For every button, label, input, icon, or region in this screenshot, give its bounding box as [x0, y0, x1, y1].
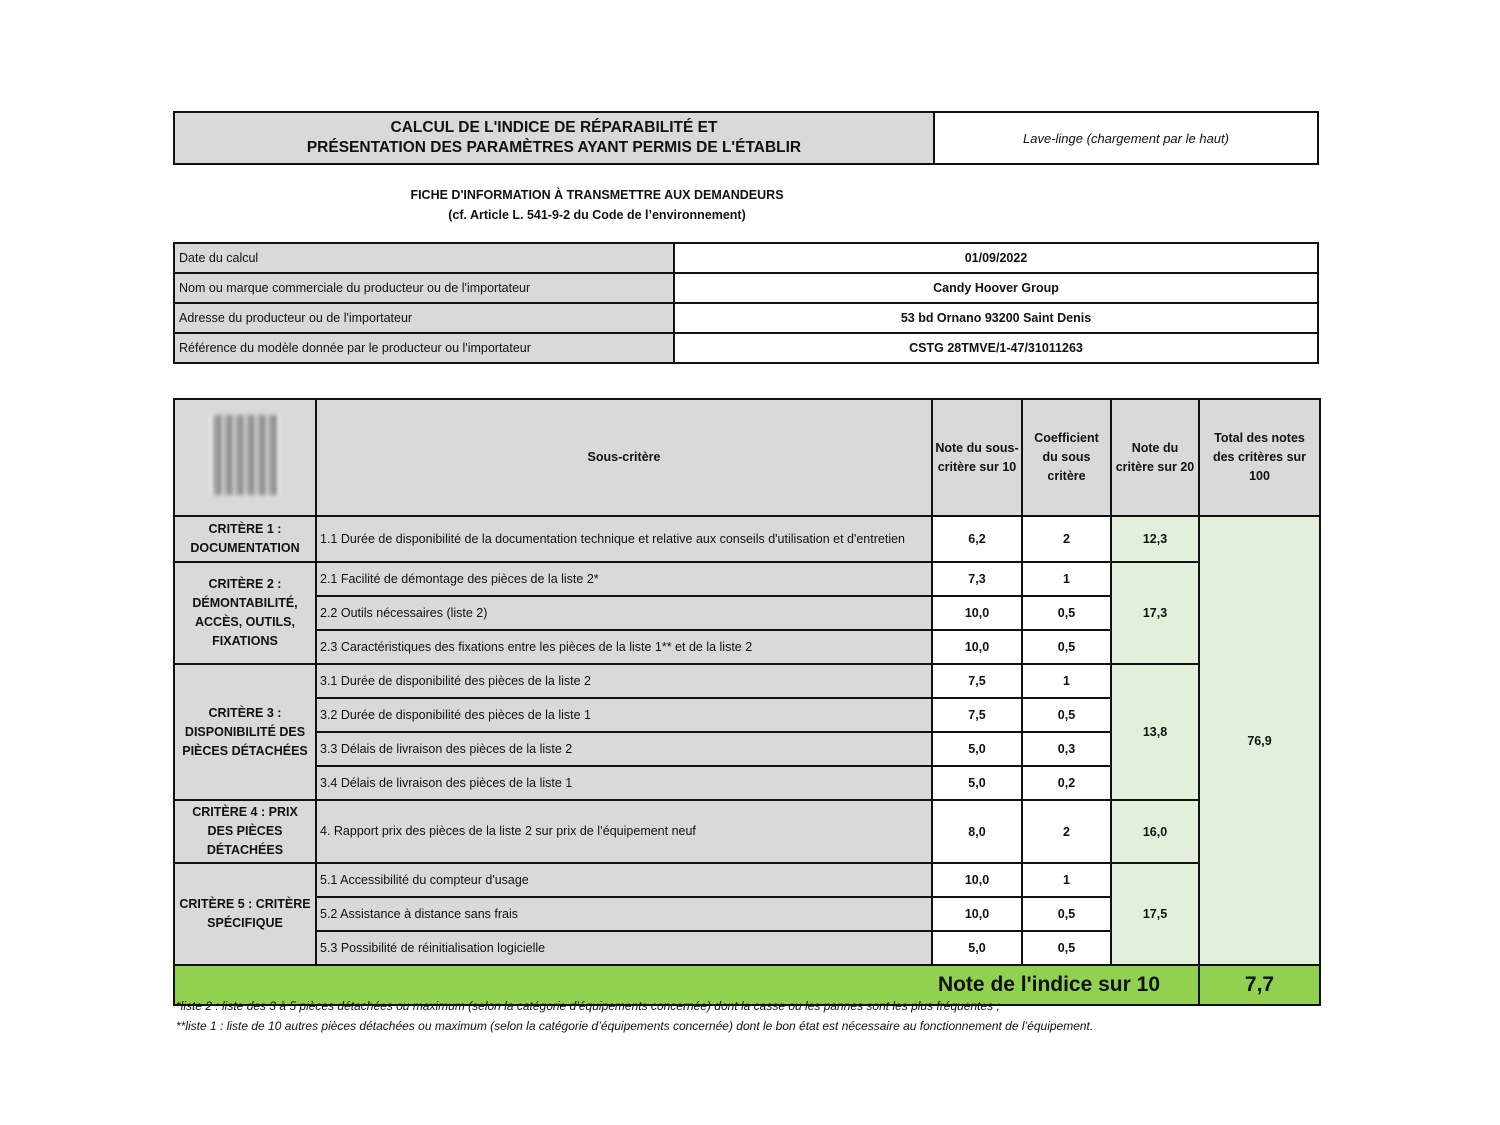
footnote-1: *liste 2 : liste des 3 à 5 pièces détachées ou maximum (selon la catégorie d’équipements concernée) dont la casse ou les pannes sont les plus fréquentes ; [176, 999, 1000, 1013]
criteria-row [174, 863, 1320, 897]
criterion-name: CRITÈRE 5 : CRITÈRE SPÉCIFIQUE [174, 863, 316, 965]
subcriterion-note: 8,0 [932, 800, 1022, 863]
header-note-sous: Note du sous-critère sur 10 [932, 399, 1022, 516]
info-value: Candy Hoover Group [674, 273, 1318, 303]
subcriterion-note: 7,5 [932, 664, 1022, 698]
subcriterion-coefficient: 0,5 [1022, 897, 1111, 931]
criteria-row [174, 664, 1320, 698]
subcriterion-label: 3.3 Délais de livraison des pièces de la liste 2 [316, 732, 932, 766]
document-header [173, 111, 1319, 165]
criteria-row [174, 800, 1320, 863]
final-score-value: 7,7 [1199, 965, 1320, 1005]
subheading-line-2: (cf. Article L. 541-9-2 du Code de l’environnement) [448, 208, 746, 222]
criteria-table [173, 398, 1321, 1006]
subcriterion-label: 2.1 Facilité de démontage des pièces de la liste 2* [316, 562, 932, 596]
footnotes [176, 996, 1316, 1036]
subcriterion-label: 5.3 Possibilité de réinitialisation logicielle [316, 931, 932, 965]
header-critere [174, 399, 316, 516]
subcriterion-note: 10,0 [932, 863, 1022, 897]
footnote-2: **liste 1 : liste de 10 autres pièces détachées ou maximum (selon la catégorie d’équipements concernée) dont le bon état est nécessaire au fonctionnement de l’équipement. [176, 1019, 1094, 1033]
criteria-row [174, 562, 1320, 596]
subcriterion-coefficient: 0,5 [1022, 630, 1111, 664]
header-coef: Coefficient du sous critère [1022, 399, 1111, 516]
subcriterion-note: 10,0 [932, 630, 1022, 664]
subcriterion-label: 1.1 Durée de disponibilité de la documentation technique et relative aux conseils d'utilisation et d'entretien [316, 516, 932, 562]
subcriterion-label: 5.1 Accessibilité du compteur d'usage [316, 863, 932, 897]
subcriterion-coefficient: 0,2 [1022, 766, 1111, 800]
subcriterion-label: 3.1 Durée de disponibilité des pièces de la liste 2 [316, 664, 932, 698]
product-category: Lave-linge (chargement par le haut) [1023, 130, 1229, 146]
info-label: Adresse du producteur ou de l'importateur [174, 303, 674, 333]
subcriterion-coefficient: 0,5 [1022, 931, 1111, 965]
subcriterion-label: 3.4 Délais de livraison des pièces de la liste 1 [316, 766, 932, 800]
subcriterion-note: 5,0 [932, 732, 1022, 766]
info-row [174, 303, 1318, 333]
subcriterion-coefficient: 0,3 [1022, 732, 1111, 766]
info-value: CSTG 28TMVE/1-47/31011263 [674, 333, 1318, 363]
subcriterion-label: 5.2 Assistance à distance sans frais [316, 897, 932, 931]
criterion-name: CRITÈRE 3 : DISPONIBILITÉ DES PIÈCES DÉTACHÉES [174, 664, 316, 800]
criteria-row [174, 516, 1320, 562]
info-row [174, 273, 1318, 303]
subcriterion-note: 10,0 [932, 897, 1022, 931]
header-note-critere: Note du critère sur 20 [1111, 399, 1199, 516]
info-row [174, 333, 1318, 363]
criterion-note-20: 16,0 [1111, 800, 1199, 863]
subcriterion-coefficient: 2 [1022, 800, 1111, 863]
subcriterion-label: 3.2 Durée de disponibilité des pièces de la liste 1 [316, 698, 932, 732]
subcriterion-note: 7,5 [932, 698, 1022, 732]
total-score: 76,9 [1199, 516, 1320, 965]
title-line-2: PRÉSENTATION DES PARAMÈTRES AYANT PERMIS DE L'ÉTABLIR [306, 139, 802, 156]
document-title [175, 113, 935, 163]
subheading-line-1: FICHE D'INFORMATION À TRANSMETTRE AUX DEMANDEURS [410, 188, 784, 202]
criterion-note-20: 12,3 [1111, 516, 1199, 562]
subcriterion-note: 7,3 [932, 562, 1022, 596]
subcriterion-label: 4. Rapport prix des pièces de la liste 2 sur prix de l’équipement neuf [316, 800, 932, 863]
subcriterion-coefficient: 1 [1022, 863, 1111, 897]
subcriterion-coefficient: 1 [1022, 562, 1111, 596]
info-value: 01/09/2022 [674, 243, 1318, 273]
criterion-name: CRITÈRE 4 : PRIX DES PIÈCES DÉTACHÉES [174, 800, 316, 863]
info-value: 53 bd Ornano 93200 Saint Denis [674, 303, 1318, 333]
info-row [174, 243, 1318, 273]
criterion-name: CRITÈRE 1 : DOCUMENTATION [174, 516, 316, 562]
info-label: Nom ou marque commerciale du producteur ou de l'importateur [174, 273, 674, 303]
subcriterion-label: 2.2 Outils nécessaires (liste 2) [316, 596, 932, 630]
criterion-name: CRITÈRE 2 : DÉMONTABILITÉ, ACCÈS, OUTILS, FIXATIONS [174, 562, 316, 664]
subcriterion-coefficient: 0,5 [1022, 596, 1111, 630]
criterion-note-20: 17,5 [1111, 863, 1199, 965]
header-total: Total des notes des critères sur 100 [1199, 399, 1320, 516]
final-score-label: Note de l'indice sur 10 [174, 965, 1199, 1005]
criterion-note-20: 13,8 [1111, 664, 1199, 800]
criterion-note-20: 17,3 [1111, 562, 1199, 664]
info-table [173, 242, 1319, 364]
subcriterion-note: 10,0 [932, 596, 1022, 630]
subcriterion-note: 5,0 [932, 931, 1022, 965]
subcriterion-note: 6,2 [932, 516, 1022, 562]
header-sous-critere: Sous-critère [316, 399, 932, 516]
subcriterion-coefficient: 2 [1022, 516, 1111, 562]
subcriterion-coefficient: 0,5 [1022, 698, 1111, 732]
subcriterion-note: 5,0 [932, 766, 1022, 800]
subcriterion-label: 2.3 Caractéristiques des fixations entre les pièces de la liste 1** et de la liste 2 [316, 630, 932, 664]
info-label: Référence du modèle donnée par le producteur ou l'importateur [174, 333, 674, 363]
subheading [300, 185, 894, 225]
subcriterion-coefficient: 1 [1022, 664, 1111, 698]
blurred-header-label [210, 415, 280, 495]
title-line-1: CALCUL DE L'INDICE DE RÉPARABILITÉ ET [390, 119, 718, 136]
info-label: Date du calcul [174, 243, 674, 273]
